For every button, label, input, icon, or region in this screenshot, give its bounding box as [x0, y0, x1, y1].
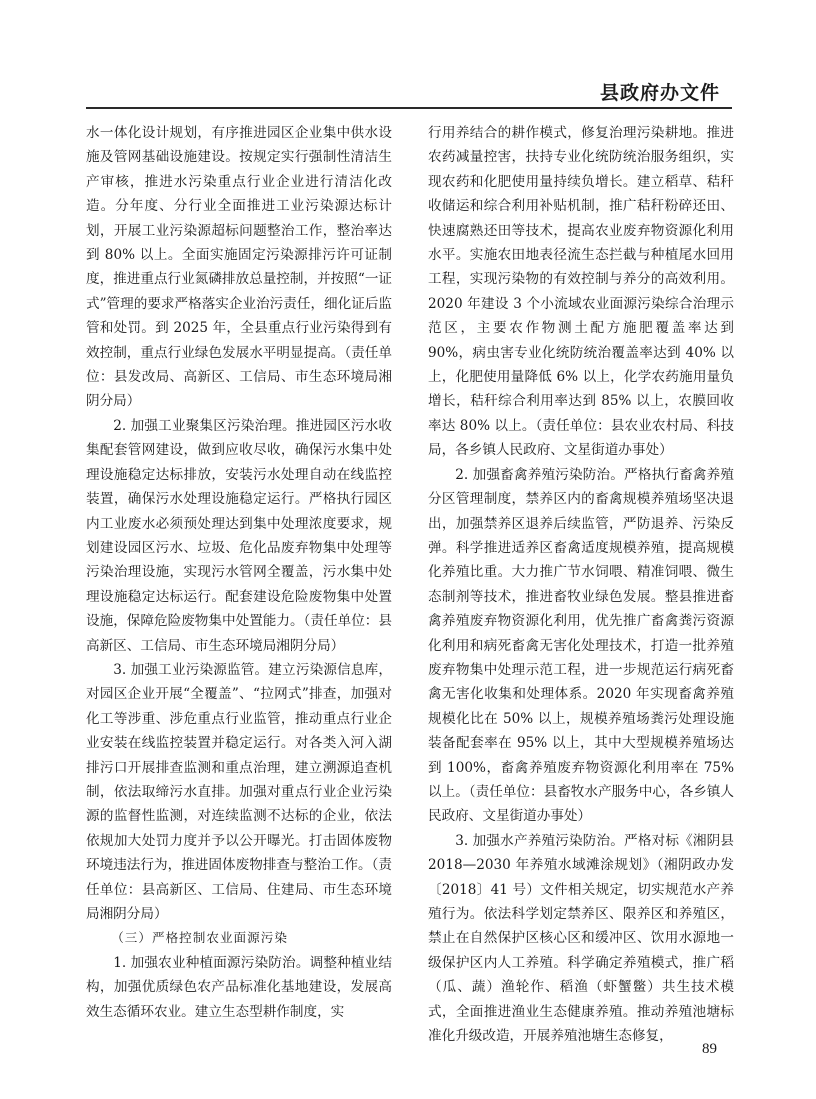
header-title: 县政府办文件 [599, 82, 720, 104]
left-column [86, 121, 392, 1024]
page-number: 89 [702, 1041, 717, 1057]
paragraph-livestock-pollution: 2. 加强畜禽养殖污染防治。严格执行畜禽养殖分区管理制度，禁养区内的畜禽规模养殖场坚决退出，加强禁养区退养后续监管，严防退养、污染反弹。科学推进适养区畜禽适度规模养殖，提高规模化养殖比重。大力推广节水饲喂、精准饲喂、微生态制剂等技术，推进畜牧业绿色发展。整县推进畜禽养殖废弃物资源化利用，优先推广畜禽粪污资源化利用和病死畜禽无害化处理技术，打造一批养殖废弃物集中处理示范工程，进一步规范运行病死畜禽无害化收集和处理体系。2020 年实现畜禽养殖规模化比在 50% 以上，规模养殖场粪污处理设施装备配套率在 95% 以上，其中大型规模养殖场达到 100%，畜禽养殖废弃物资源化利用率在 75% 以上。（责任单位：县畜牧水产服务中心，各乡镇人民政府、文星街道办事处） [428, 466, 734, 825]
paragraph-planting-pollution: 1. 加强农业种植面源污染防治。调整种植业结构，加强优质绿色农产品标准化基地建设，发展高效生态循环农业。建立生态型耕作制度，实 [86, 954, 392, 1020]
paragraph-continued: 水一体化设计规划，有序推进园区企业集中供水设施及管网基础设施建设。按规定实行强制性清洁生产审核，推进水污染重点行业企业进行清洁化改造。分年度、分行业全面推进工业污染源达标计划，开展工业污染源超标问题整治工作，整治率达到 80% 以上。全面实施固定污染源排污许可证制度，推进重点行业氮磷排放总量控制，并按照“一证式”管理的要求严格落实企业治污责任，细化证后监管和处罚。到 2025 年，全县重点行业污染得到有效控制，重点行业绿色发展水平明显提高。（责任单位：县发改局、高新区、工信局、市生态环境局湘阴分局） [86, 125, 393, 410]
section-heading-agriculture: （三）严格控制农业面源污染 [111, 930, 288, 946]
paragraph-continued-right: 行用养结合的耕作模式，修复治理污染耕地。推进农药减量控害，扶持专业化统防统治服务组织，实现农药和化肥使用量持续负增长。建立稻草、秸秆收储运和综合利用补贴机制，推广秸秆粉碎还田、快速腐熟还田等技术，提高农业废弃物资源化利用水平。实施农田地表径流生态拦截与种植尾水回用工程，实现污染物的有效控制与养分的高效利用。2020 年建设 3 个小流域农业面源污染综合治理示范区，主要农作物测土配方施肥覆盖率达到 90%，病虫害专业化统防统治覆盖率达到 40% 以上，化肥使用量降低 6% 以上，化学农药施用量负增长，秸秆综合利用率达到 85% 以上，农膜回收率达 80% 以上。（责任单位：县农业农村局、科技局，各乡镇人民政府、文星街道办事处） [428, 125, 734, 459]
paragraph-industrial-supervision: 3. 加强工业污染源监管。建立污染源信息库，对园区企业开展“全覆盖”、“拉网式”排查，加强对化工等涉重、涉危重点行业监管，推动重点行业企业安装在线监控装置并稳定运行。对各类入河入湖排污口开展排查监测和重点治理，建立溯源追查机制，依法取缔污水直排。加强对重点行业企业污染源的监督性监测，对连续监测不达标的企业，依法依规加大处罚力度并予以公开曝光。打击固体废物环境违法行为，推进固体废物排查与整治工作。（责任单位：县高新区、工信局、住建局、市生态环境局湘阴分局） [86, 661, 392, 922]
paragraph-aquaculture-pollution: 3. 加强水产养殖污染防治。严格对标《湘阴县 2018—2030 年养殖水域滩涂规划》（湘阴政办发〔2018〕41 号）文件相关规定，切实规范水产养殖行为。依法科学划定禁养区、限养区和养殖区，禁止在自然保护区核心区和缓冲区、饮用水源地一级保护区内人工养殖。科学确定养殖模式，推广稻（瓜、蔬）渔轮作、稻渔（虾蟹鳖）共生技术模式，全面推进渔业生态健康养殖。推动养殖池塘标准化升级改造，开展养殖池塘生态修复， [428, 832, 734, 1045]
paragraph-industrial-cluster: 2. 加强工业聚集区污染治理。推进园区污水收集配套管网建设，做到应收尽收，确保污水集中处理设施稳定达标排放，安装污水处理自动在线监控装置，确保污水处理设施稳定运行。严格执行园区内工业废水必须预处理达到集中处理浓度要求，规划建设园区污水、垃圾、危化品废弃物集中处理等污染治理设施，实现污水管网全覆盖，污水集中处理设施稳定达标运行。配套建设危险废物集中处置设施，保障危险废物集中处置能力。（责任单位：县高新区、工信局、市生态环境局湘阴分局） [86, 417, 392, 654]
right-column [428, 121, 734, 1048]
header-rule [86, 107, 732, 109]
